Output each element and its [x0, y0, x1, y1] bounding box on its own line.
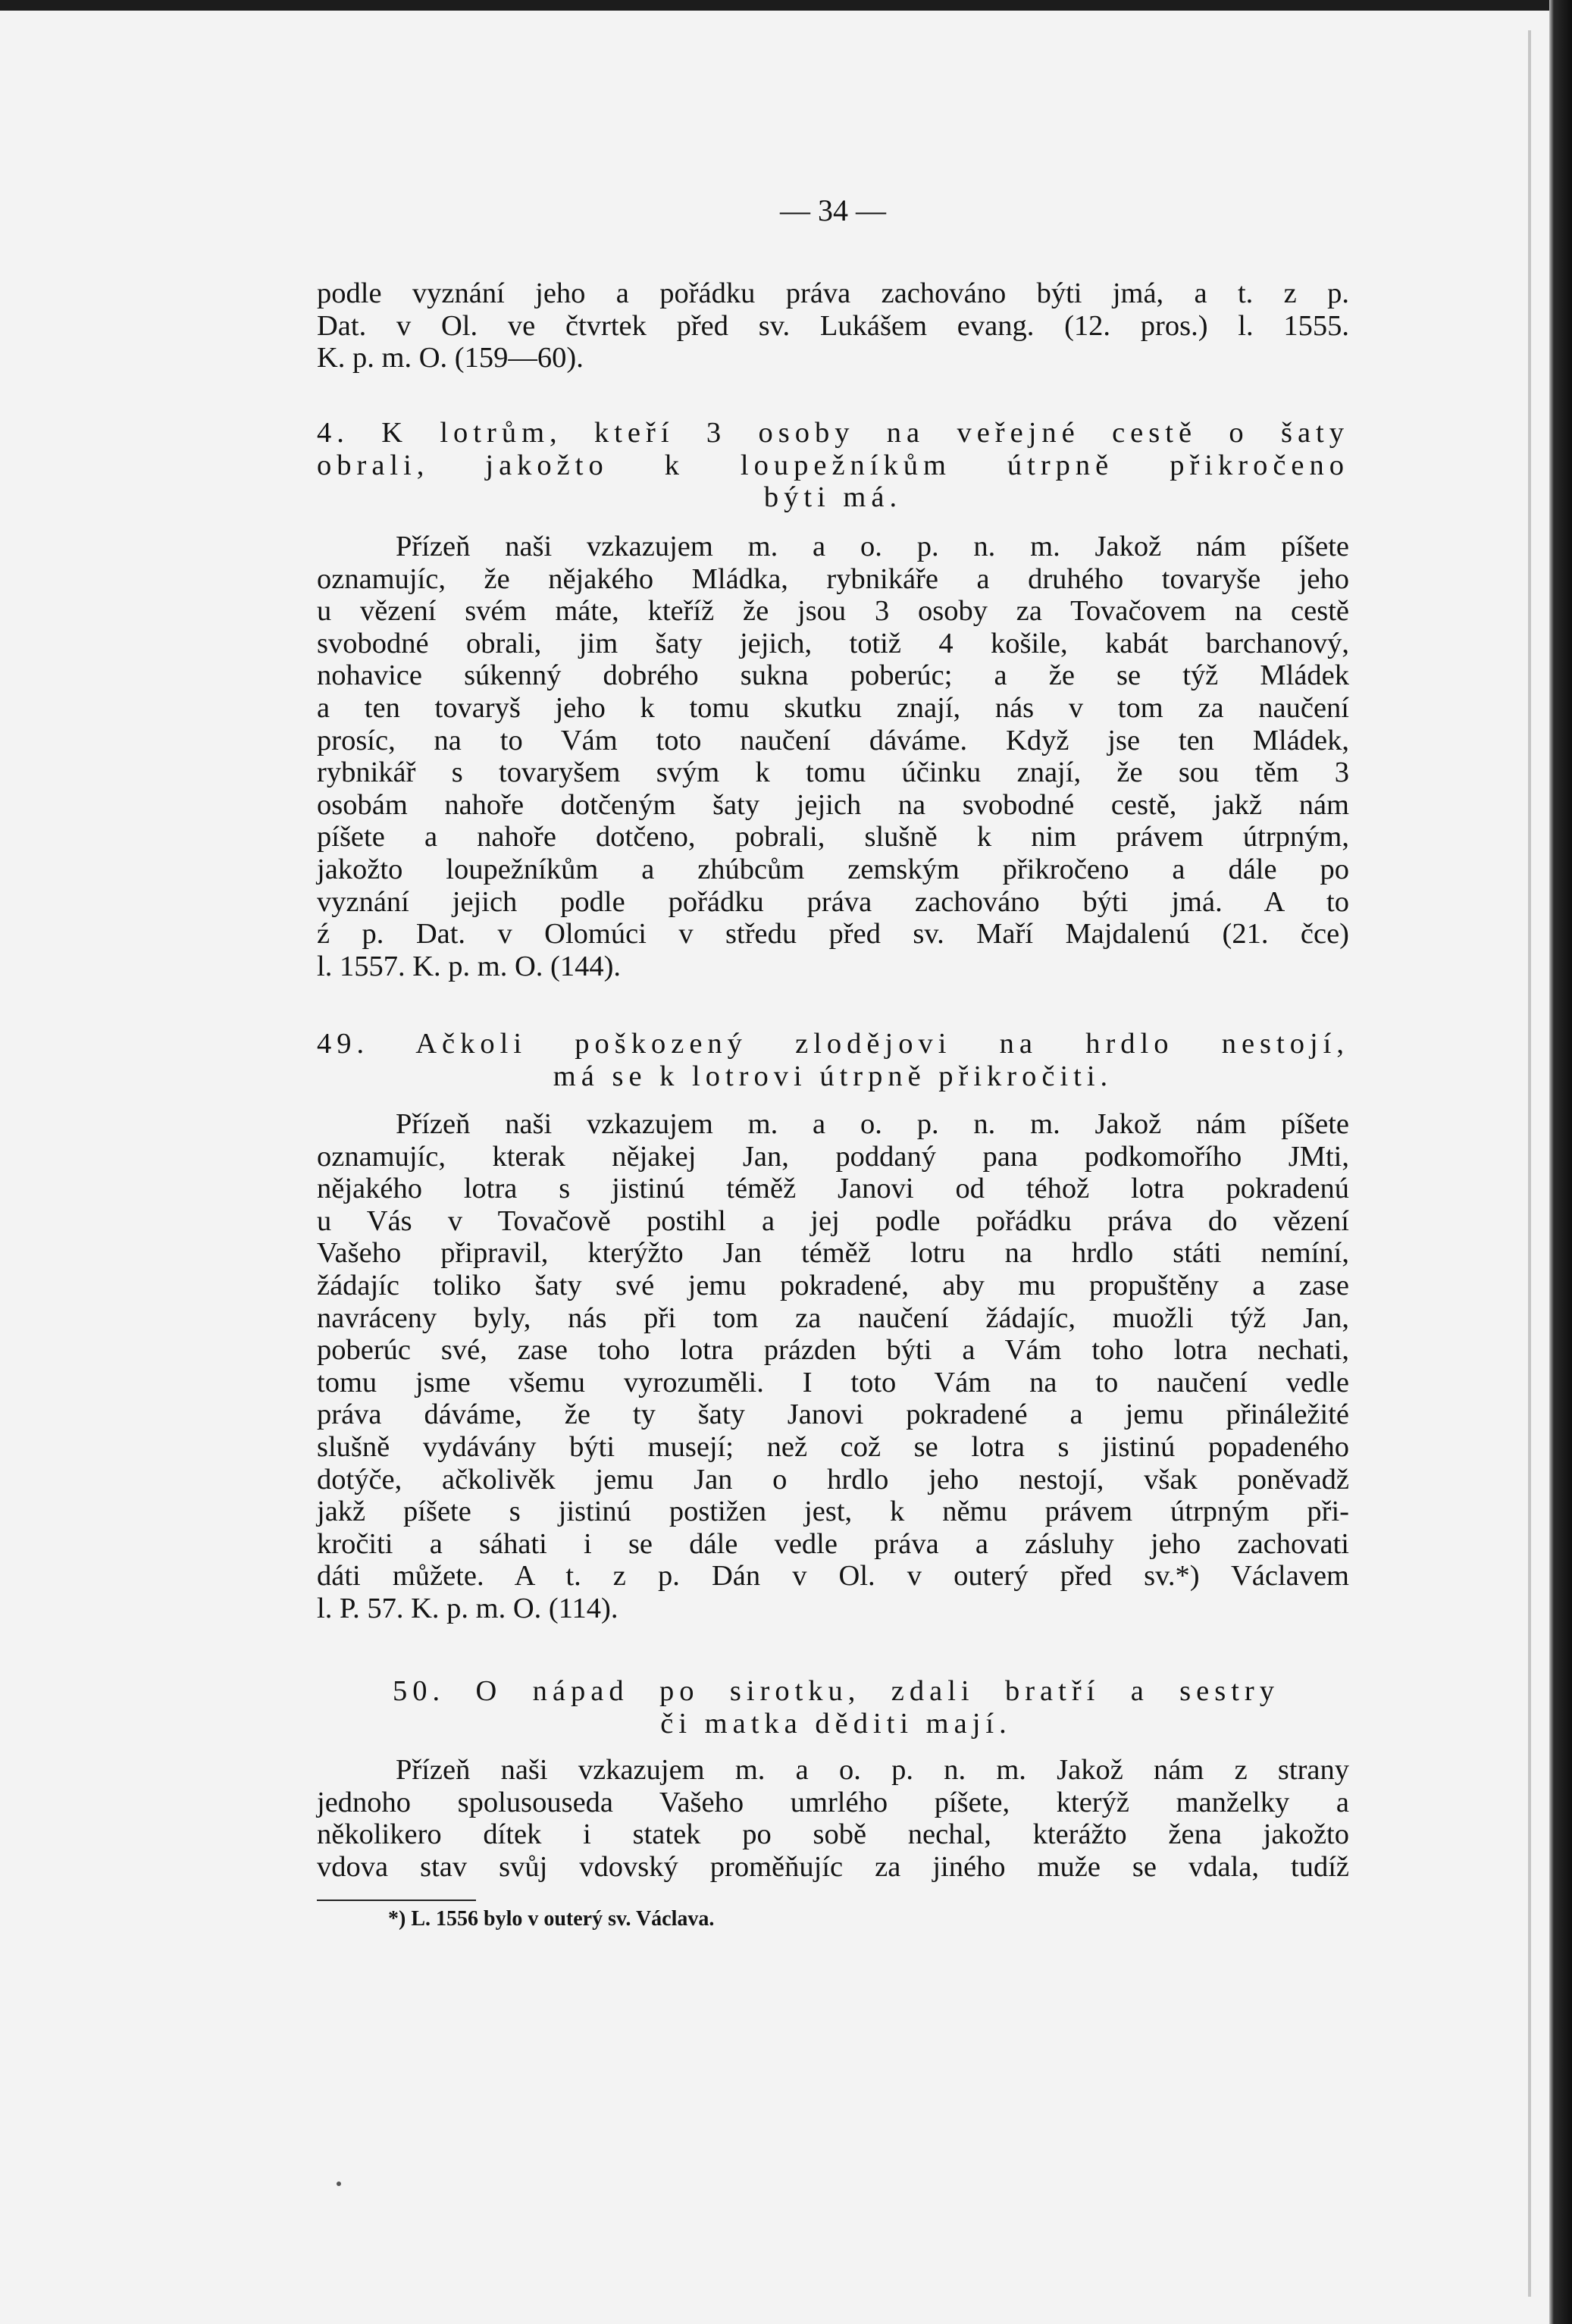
text-line: kročiti a sáhati i se dále vedle práva a zásluhy jeho zachovati: [317, 1527, 1349, 1560]
text-line: poberúc své, zase toho lotra prázden býti a Vám toho lotra nechati,: [317, 1334, 1349, 1367]
text-line: vdova stav svůj vdovský proměňujíc za jiného muže se vdala, tudíž: [317, 1850, 1349, 1883]
heading-line: 50. O nápad po sirotku, zdali bratří a sestry: [393, 1675, 1279, 1707]
text-line: dotýče, ačkolivěk jemu Jan o hrdlo jeho nestojí, však poněvadž: [317, 1463, 1349, 1496]
text-line: jakž píšete s jistinú postižen jest, k němu právem útrpným při-: [317, 1496, 1349, 1528]
text-line: u Vás v Tovačově postihl a jej podle pořádku práva do vězení: [317, 1204, 1349, 1237]
text-line: dáti můžete. A t. z p. Dán v Ol. v outerý před sv.*) Václavem: [317, 1560, 1349, 1593]
text-line: Přízeň naši vzkazujem m. a o. p. n. m. Jakož nám z strany: [396, 1754, 1349, 1786]
text-line: jakožto loupežníkům a zhúbcům zemským přikročeno a dále po: [317, 853, 1349, 885]
text-line: u vězení svém máte, kteříž že jsou 3 osoby za Tovačovem na cestě: [317, 595, 1349, 628]
heading-line: 49. Ačkoli poškozený zlodějovi na hrdlo nestojí,: [317, 1028, 1349, 1060]
text-line: jednoho spolusouseda Vašeho umrlého píšete, kterýž manželky a: [317, 1786, 1349, 1818]
text-line: prosíc, na to Vám toto naučení dáváme. Když jse ten Mládek,: [317, 724, 1349, 756]
heading-line: či matka děditi mají.: [660, 1707, 1012, 1740]
text-line: žádajíc toliko šaty své jemu pokradené, aby mu propuštěny a zase: [317, 1269, 1349, 1301]
footnote-rule: [317, 1900, 476, 1901]
paragraph-section-50: [317, 1754, 1349, 1883]
heading-line: má se k lotrovi útrpně přikročiti.: [553, 1060, 1113, 1092]
text-line: Přízeň naši vzkazujem m. a o. p. n. m. Jakož nám píšete: [396, 531, 1349, 562]
heading-line: býti má.: [763, 481, 903, 514]
text-line: Dat. v Ol. ve čtvrtek před sv. Lukášem evang. (12. pros.) l. 1555.: [317, 309, 1349, 342]
paragraph-section-49: [317, 1108, 1349, 1625]
text-line: a ten tovaryš jeho k tomu skutku znají, nás v tom za naučení: [317, 691, 1349, 724]
text-line: nohavice súkenný dobrého sukna poberúc; a že se týž Mládek: [317, 659, 1349, 692]
scan-speck: [337, 2181, 341, 2186]
text-line: oznamujíc, že nějakého Mládka, rybnikáře a druhého tovaryše jeho: [317, 562, 1349, 595]
heading-line: 4. K lotrům, kteří 3 osoby na veřejné cestě o šaty: [317, 417, 1349, 449]
scan-shadow-right: [1528, 30, 1531, 2297]
text-line: vyznání jejich podle pořádku práva zachováno býti jmá. A to: [317, 885, 1349, 918]
text-line: navráceny byly, nás při tom za naučení žádajíc, muožli týž Jan,: [317, 1301, 1349, 1334]
text-line: ź p. Dat. v Olomúci v středu před sv. Maří Majdalenú (21. čce): [317, 918, 1349, 951]
section-heading-50: [393, 1675, 1279, 1740]
scan-border-top: [0, 0, 1572, 11]
scan-border-right: [1549, 0, 1572, 2324]
text-line: několikero dítek i statek po sobě nechal, kterážto žena jakožto: [317, 1818, 1349, 1851]
section-heading-49: [317, 1028, 1349, 1092]
text-line: osobám nahoře dotčeným šaty jejich na svobodné cestě, jakž nám: [317, 788, 1349, 821]
text-line: nějakého lotra s jistinú téměž Janovi od téhož lotra pokradenú: [317, 1173, 1349, 1205]
text-line: podle vyznání jeho a pořádku práva zachováno býti jmá, a t. z p.: [317, 277, 1349, 309]
text-line: rybnikář s tovaryšem svým k tomu účinku znají, že sou těm 3: [317, 756, 1349, 789]
text-line: Přízeň naši vzkazujem m. a o. p. n. m. Jakož nám píšete: [396, 1108, 1349, 1140]
text-line: l. 1557. K. p. m. O. (144).: [317, 950, 622, 982]
page-number: — 34 —: [780, 193, 886, 227]
text-line: svobodné obrali, jim šaty jejich, totiž 4 košile, kabát barchanový,: [317, 627, 1349, 659]
text-line: K. p. m. O. (159—60).: [317, 342, 584, 374]
text-line: l. P. 57. K. p. m. O. (114).: [317, 1592, 618, 1624]
text-line: Vašeho připravil, kterýžto Jan téměž lotru na hrdlo státi nemíní,: [317, 1237, 1349, 1270]
paragraph-section-4: [317, 531, 1349, 982]
text-line: tomu jsme všemu vyrozuměli. I toto Vám na to naučení vedle: [317, 1366, 1349, 1398]
paragraph-continuation: [317, 277, 1349, 374]
section-heading-4: [317, 417, 1349, 514]
text-line: oznamujíc, kterak nějakej Jan, poddaný pana podkomořího JMti,: [317, 1140, 1349, 1173]
text-line: slušně vydávány býti musejí; než což se lotra s jistinú popadeného: [317, 1430, 1349, 1463]
footnote: *) L. 1556 bylo v outerý sv. Václava.: [388, 1907, 715, 1931]
text-line: píšete a nahoře dotčeno, pobrali, slušně k nim právem útrpným,: [317, 821, 1349, 853]
text-line: práva dáváme, že ty šaty Janovi pokradené a jemu přináležité: [317, 1398, 1349, 1431]
heading-line: obrali, jakožto k loupežníkům útrpně přikročeno: [317, 449, 1349, 481]
